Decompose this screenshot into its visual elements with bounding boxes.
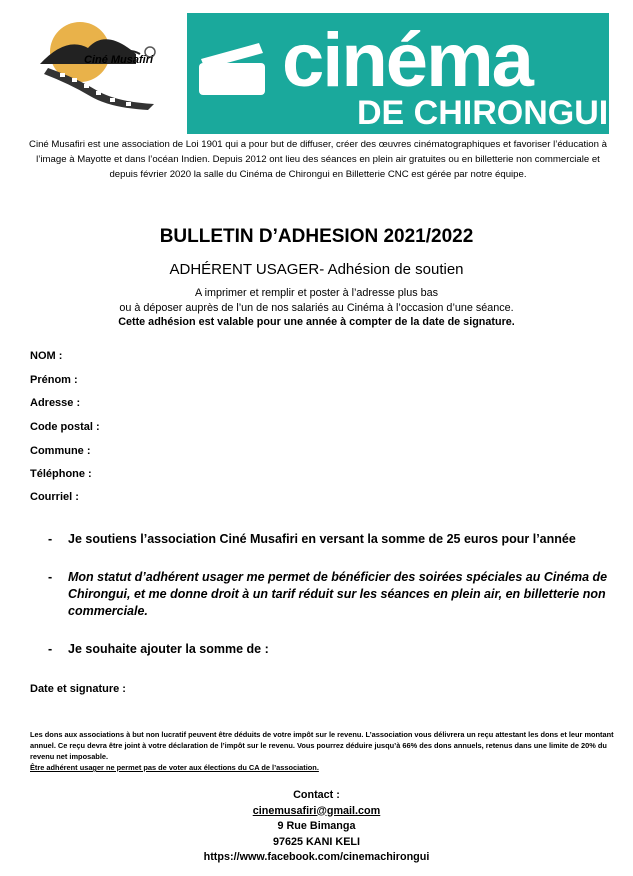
bullet-add-sum-text[interactable]: Je souhaite ajouter la somme de :	[68, 642, 269, 656]
bullet-support	[48, 531, 608, 551]
contact-website-link[interactable]: https://www.facebook.com/cinemachirongui	[203, 851, 430, 863]
page-subtitle: ADHÉRENT USAGER- Adhésion de soutien	[169, 261, 464, 278]
instructions-line-3: Cette adhésion est valable pour une année à compter de la date de signature.	[118, 316, 515, 328]
bullet-dash: -	[48, 532, 53, 546]
field-nom[interactable]: NOM :	[30, 350, 63, 362]
banner-subtitle: DE CHIRONGUI	[357, 94, 609, 132]
footnote	[30, 729, 620, 773]
page-title: BULLETIN D’ADHESION 2021/2022	[159, 226, 474, 247]
contact-street: 9 Rue Bimanga	[277, 820, 356, 832]
instructions	[0, 286, 633, 330]
bullet-add-sum	[48, 641, 608, 661]
field-prenom[interactable]: Prénom :	[30, 374, 78, 386]
footnote-underlined: Être adhérent usager ne permet pas de voter aux élections du CA de l’association.	[30, 763, 319, 772]
cine-musafiri-logo	[36, 18, 176, 110]
footnote-main: Les dons aux associations à but non lucratif peuvent être déduits de votre impôt sur le revenu. L’association vous délivrera un reçu attestant les dons et leur montant annuel. Ce reçu devra être joint à votre déclaration de l’impôt sur le revenu. Vous pourrez déduire jusqu’à 66% des dons annuels, retenus dans une limite de 20% du revenu net imposable.	[30, 730, 614, 761]
instructions-line-2: ou à déposer auprès de l’un de nos salariés au Cinéma à l’occasion d’une séance.	[119, 301, 514, 314]
bullet-support-text: Je soutiens l’association Ciné Musafiri en versant la somme de 25 euros pour l’année	[68, 532, 576, 546]
bullet-status	[48, 569, 608, 623]
field-courriel[interactable]: Courriel :	[30, 491, 79, 503]
field-commune[interactable]: Commune :	[30, 445, 91, 457]
cine-musafiri-logo-text: Ciné Musafiri	[84, 54, 154, 66]
contact-block	[0, 788, 633, 866]
bullet-status-text: Mon statut d’adhérent usager me permet de bénéficier des soirées spéciales au Cinéma de Chirongui, et me donne droit à un tarif réduit sur les séances en plein air, en billetterie non commerciale.	[68, 570, 608, 618]
instructions-line-1: A imprimer et remplir et poster à l’adresse plus bas	[194, 287, 439, 299]
contact-city: 97625 KANI KELI	[272, 835, 360, 848]
date-signature-field[interactable]: Date et signature :	[30, 683, 126, 695]
field-telephone[interactable]: Téléphone :	[30, 468, 92, 480]
bullet-dash: -	[48, 642, 53, 656]
clapperboard-icon	[197, 41, 269, 97]
banner-word: cinéma	[282, 18, 532, 103]
field-adresse[interactable]: Adresse :	[30, 397, 81, 409]
contact-label: Contact :	[293, 789, 340, 801]
contact-email-link[interactable]: cinemusafiri@gmail.com	[252, 804, 381, 817]
cinema-chirongui-banner	[187, 13, 609, 134]
intro-paragraph: Ciné Musafiri est une association de Loi 1901 qui a pour but de diffuser, créer des œuvres cinématographiques et favoriser l’éducation à l’image à Mayotte et dans l’océan Indien. Depuis 2012 ont lieu des séances en plein air gratuites ou en billetterie non commerciale et depuis février 2020 la salle du Cinéma de Chirongui en Billetterie CNC est gérée par notre équipe.	[29, 139, 607, 180]
bullet-dash: -	[48, 570, 53, 584]
field-code-postal[interactable]: Code postal :	[30, 421, 100, 433]
